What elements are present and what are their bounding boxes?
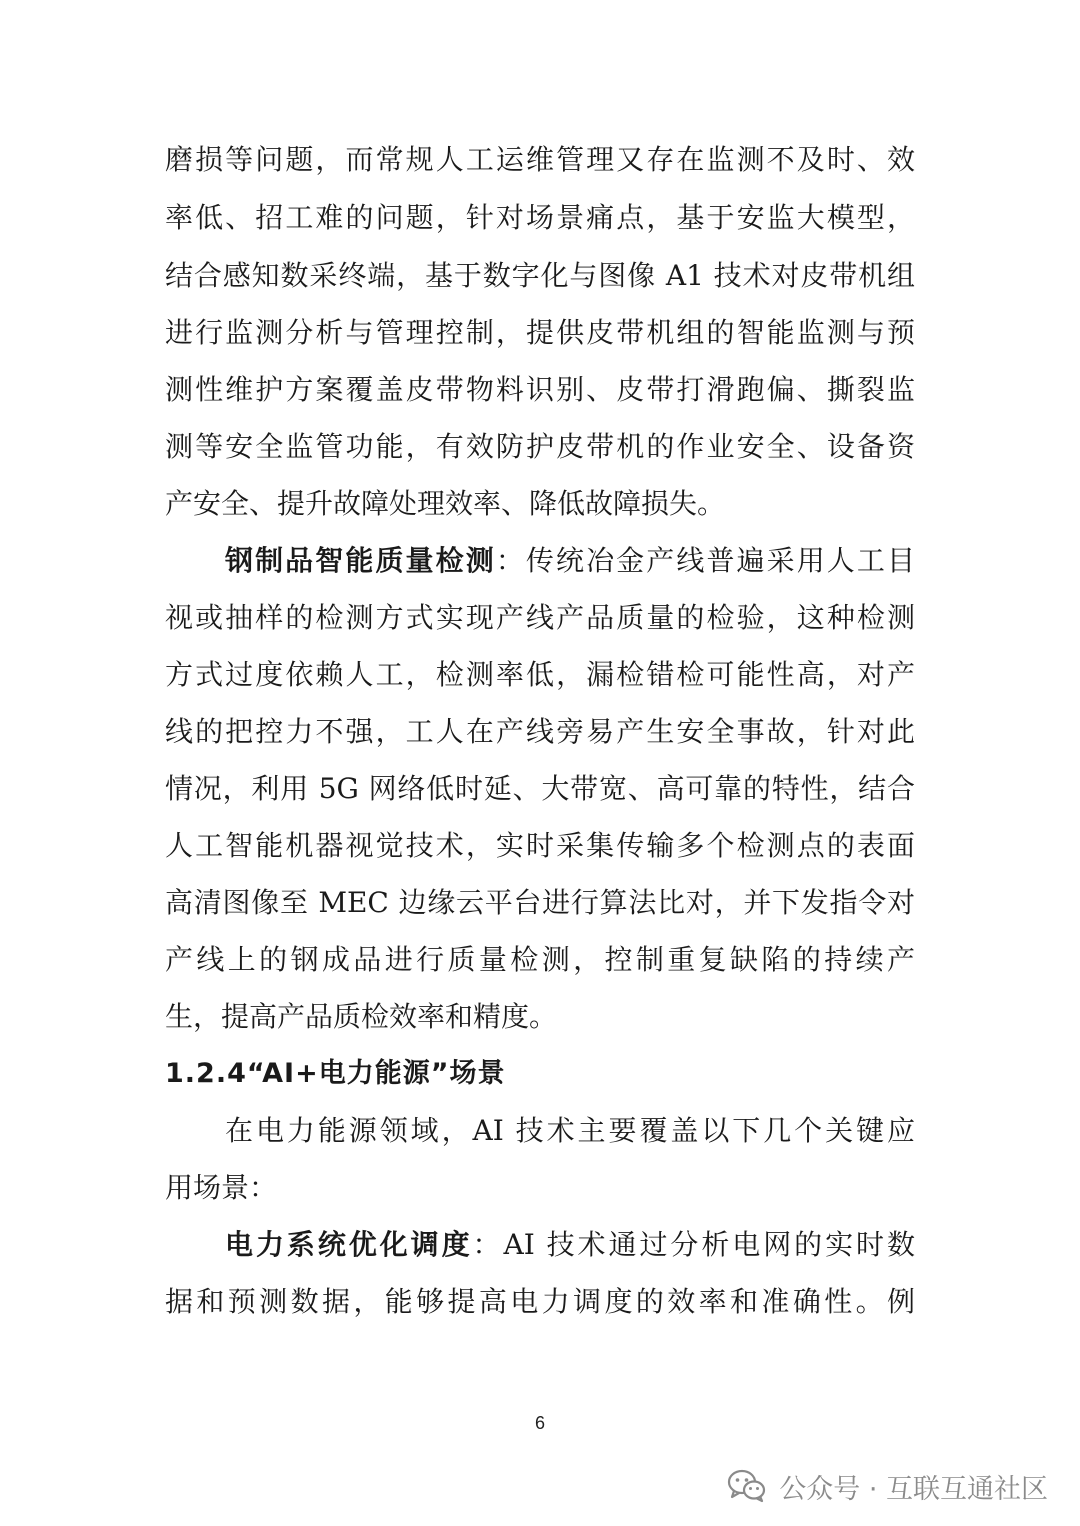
- paragraph4-first-line: [225, 1225, 915, 1265]
- paragraph1-line: 产安全、提升故障处理效率、降低故障损失。: [165, 487, 726, 520]
- paragraph3-line: 用场景：: [165, 1171, 278, 1204]
- paragraph2-line: 视或抽样的检测方式实现产线产品质量的检验，这种检测: [165, 601, 915, 634]
- paragraph1-line: 率低、招工难的问题，针对场景痛点，基于安监大模型，: [165, 201, 915, 234]
- paragraph4-bold-lead: 电力系统优化调度: [225, 1228, 473, 1261]
- paragraph2-bold-lead: 钢制品智能质量检测: [225, 544, 496, 577]
- paragraph1-line: 进行监测分析与管理控制，提供皮带机组的智能监测与预: [165, 316, 915, 349]
- paragraph2-line: 人工智能机器视觉技术，实时采集传输多个检测点的表面: [165, 829, 915, 862]
- paragraph2-line: 生，提高产品质检效率和精度。: [165, 1000, 558, 1033]
- paragraph1-line: 结合感知数采终端，基于数字化与图像 A1 技术对皮带机组: [165, 259, 915, 292]
- paragraph2-line: 高清图像至 MEC 边缘云平台进行算法比对，并下发指令对: [165, 886, 915, 919]
- watermark: [727, 1466, 1048, 1506]
- paragraph1-line: 测性维护方案覆盖皮带物料识别、皮带打滑跑偏、撕裂监: [165, 373, 915, 406]
- watermark-text: 公众号 · 互联互通社区: [779, 1473, 1048, 1505]
- paragraph4-line: 据和预测数据，能够提高电力调度的效率和准确性。例: [165, 1285, 915, 1318]
- paragraph2-line: 线的把控力不强，工人在产线旁易产生安全事故，针对此: [165, 715, 915, 748]
- section-heading: 1.2.4“AI+电力能源”场景: [165, 1058, 506, 1089]
- paragraph1-line: 磨损等问题，而常规人工运维管理又存在监测不及时、效: [165, 143, 915, 176]
- paragraph2-line: 产线上的钢成品进行质量检测，控制重复缺陷的持续产: [165, 943, 915, 976]
- paragraph2-first-line: [225, 541, 915, 581]
- paragraph2-line: 方式过度依赖人工，检测率低，漏检错检可能性高，对产: [165, 658, 915, 691]
- paragraph3-line: 在电力能源领域，AI 技术主要覆盖以下几个关键应: [225, 1114, 915, 1147]
- paragraph2-line1-rest: ：传统冶金产线普遍采用人工目: [495, 544, 915, 577]
- paragraph4-line1-rest: ：AI 技术通过分析电网的实时数: [472, 1228, 915, 1261]
- wechat-icon: [727, 1469, 767, 1503]
- page-number: 6: [534, 1413, 545, 1433]
- paragraph2-line: 情况，利用 5G 网络低时延、大带宽、高可靠的特性，结合: [165, 772, 915, 805]
- paragraph1-line: 测等安全监管功能，有效防护皮带机的作业安全、设备资: [165, 430, 915, 463]
